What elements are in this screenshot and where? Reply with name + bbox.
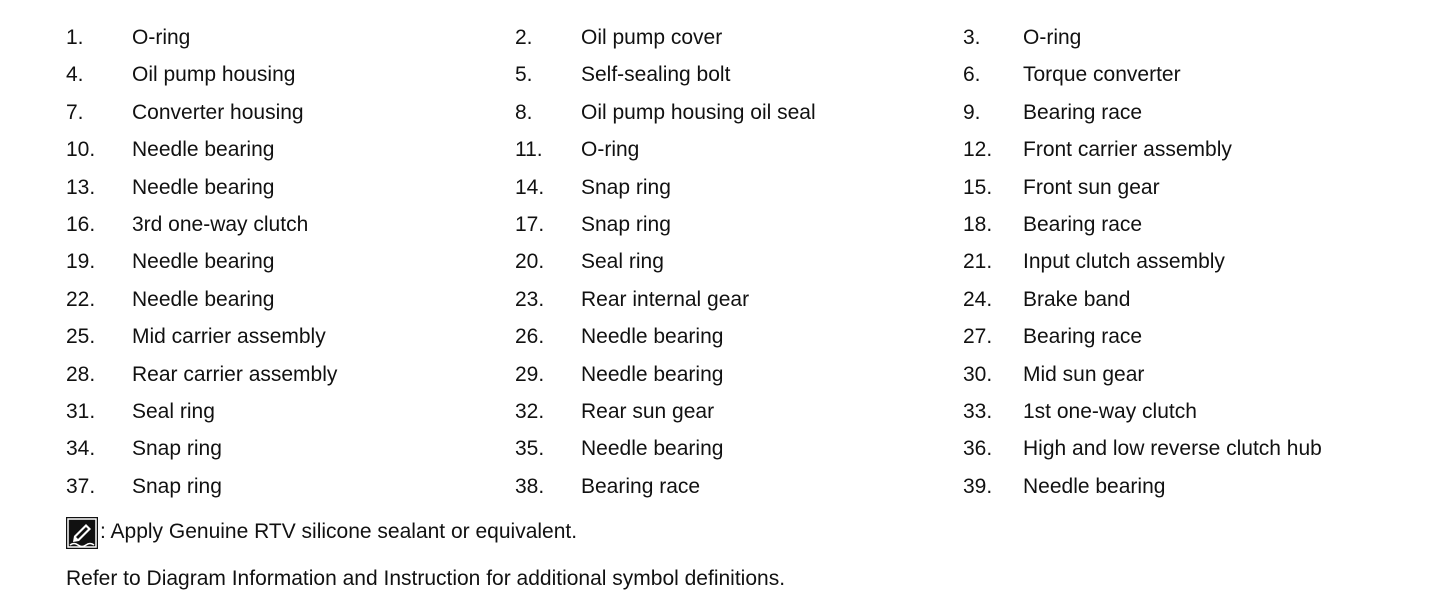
part-name: Rear internal gear — [581, 287, 750, 311]
part-number: 24. — [963, 287, 993, 311]
part-name: 3rd one-way clutch — [132, 213, 309, 236]
part-name: Mid sun gear — [1023, 362, 1145, 386]
part-name: Snap ring — [132, 474, 222, 498]
part-name: O-ring — [581, 138, 640, 162]
part-number: 38. — [515, 474, 545, 498]
part-name: Snap ring — [581, 213, 671, 236]
part-number: 10. — [66, 138, 96, 162]
part-number: 11. — [515, 138, 543, 162]
part-name: Seal ring — [581, 250, 664, 274]
part-number: 7. — [66, 100, 84, 124]
part-number: 29. — [515, 362, 545, 386]
part-number: 14. — [515, 175, 545, 199]
part-name: Front carrier assembly — [1023, 138, 1232, 162]
part-number: 30. — [963, 362, 993, 386]
part-name: Bearing race — [1023, 325, 1143, 349]
part-name: O-ring — [1023, 26, 1082, 49]
part-name: Needle bearing — [581, 437, 724, 461]
symbol-reference-note: Refer to Diagram Information and Instruction for additional symbol definitions. — [66, 567, 786, 590]
part-number: 36. — [963, 437, 993, 461]
part-name: Needle bearing — [581, 325, 724, 349]
part-number: 39. — [963, 474, 993, 498]
part-number: 34. — [66, 437, 96, 461]
part-number: 35. — [515, 437, 545, 461]
part-name: Converter housing — [132, 100, 304, 124]
part-name: Mid carrier assembly — [132, 325, 326, 349]
part-number: 33. — [963, 400, 993, 423]
part-name: Oil pump housing oil seal — [581, 100, 816, 124]
part-name: High and low reverse clutch hub — [1023, 437, 1322, 461]
part-name: Oil pump housing — [132, 63, 296, 87]
part-name: Needle bearing — [132, 138, 275, 162]
part-number: 23. — [515, 287, 545, 311]
part-name: Oil pump cover — [581, 26, 723, 49]
part-name: O-ring — [132, 26, 191, 49]
part-name: Input clutch assembly — [1023, 250, 1225, 274]
part-name: Needle bearing — [132, 287, 275, 311]
part-number: 25. — [66, 325, 96, 349]
part-number: 28. — [66, 362, 96, 386]
part-number: 8. — [515, 100, 533, 124]
part-name: 1st one-way clutch — [1023, 400, 1197, 423]
part-number: 17. — [515, 213, 545, 236]
part-name: Bearing race — [581, 474, 701, 498]
part-number: 16. — [66, 213, 96, 236]
part-name: Rear carrier assembly — [132, 362, 338, 386]
part-number: 21. — [963, 250, 993, 274]
part-name: Brake band — [1023, 287, 1131, 311]
part-name: Bearing race — [1023, 213, 1143, 236]
part-number: 19. — [66, 250, 96, 274]
sealant-note-text: : Apply Genuine RTV silicone sealant or equivalent. — [100, 520, 578, 543]
part-number: 32. — [515, 400, 545, 423]
part-number: 31. — [66, 400, 96, 423]
sealant-pencil-icon — [66, 517, 98, 549]
part-number: 13. — [66, 175, 96, 199]
part-number: 37. — [66, 474, 96, 498]
part-name: Needle bearing — [132, 175, 275, 199]
part-number: 2. — [515, 26, 533, 49]
part-name: Bearing race — [1023, 100, 1143, 124]
part-name: Snap ring — [132, 437, 222, 461]
part-name: Snap ring — [581, 175, 671, 199]
part-name: Self-sealing bolt — [581, 63, 731, 87]
part-number: 3. — [963, 26, 981, 49]
part-name: Needle bearing — [132, 250, 275, 274]
part-number: 4. — [66, 63, 84, 87]
part-number: 26. — [515, 325, 545, 349]
part-number: 15. — [963, 175, 993, 199]
part-number: 22. — [66, 287, 96, 311]
part-number: 27. — [963, 325, 993, 349]
part-name: Front sun gear — [1023, 175, 1160, 199]
part-name: Rear sun gear — [581, 400, 715, 423]
part-number: 20. — [515, 250, 545, 274]
part-number: 18. — [963, 213, 993, 236]
part-name: Seal ring — [132, 400, 215, 423]
part-name: Needle bearing — [581, 362, 724, 386]
part-number: 12. — [963, 138, 993, 162]
part-name: Torque converter — [1023, 63, 1181, 87]
part-number: 6. — [963, 63, 981, 87]
part-number: 1. — [66, 26, 84, 49]
part-number: 5. — [515, 63, 533, 87]
part-number: 9. — [963, 100, 981, 124]
part-name: Needle bearing — [1023, 474, 1166, 498]
